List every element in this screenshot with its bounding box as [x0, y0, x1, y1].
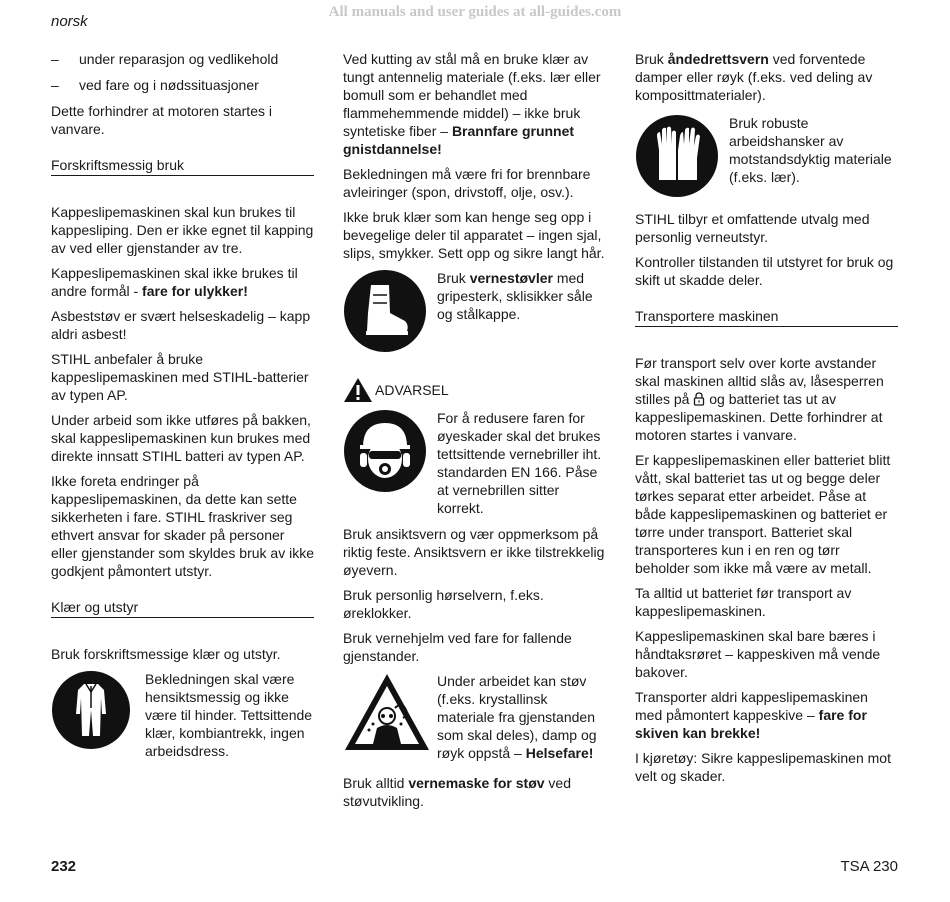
column-3 — [635, 50, 898, 792]
lock-icon — [693, 392, 705, 406]
paragraph: Bruk personlig hørselvern, f.eks. øreklokker. — [343, 587, 544, 621]
paragraph: Ved kutting av stål må en bruke klær av tungt antennelig materiale (f.eks. lær eller bomull som er behandlet med flammehemmende middel) – ikke bruk syntetiske fiber – Brannfare grunnet gnistdannelse! — [343, 51, 601, 157]
paragraph: Kappeslipemaskinen skal kun brukes til kappesliping. Den er ikke egnet til kapping av ved eller gjenstander av tre. — [51, 204, 314, 256]
paragraph: Ta alltid ut batteriet før transport av kappeslipemaskinen. — [635, 585, 852, 619]
paragraph: Dette forhindrer at motoren startes i vanvare. — [51, 103, 272, 137]
paragraph: Bekledningen må være fri for brennbare avleiringer (spon, drivstoff, olje, osv.). — [343, 166, 591, 200]
paragraph: Kontroller tilstanden til utstyret for bruk og skift ut skadde deler. — [635, 254, 894, 288]
paragraph: Ikke bruk klær som kan henge seg opp i bevegelige deler til apparatet – ingen sjal, slips, smykker. Sett opp og sikre langt hår. — [343, 209, 605, 261]
paragraph: Kappeslipemaskinen skal bare bæres i håndtaksrøret – kappeskiven må vende bakover. — [635, 628, 881, 680]
figure-goggles — [343, 409, 605, 517]
boot-icon — [343, 269, 427, 353]
paragraph: Bruk alltid vernemaske for støv ved støvutvikling. — [343, 775, 572, 809]
language-label: norsk — [51, 13, 88, 30]
dust-hazard-icon — [343, 672, 431, 752]
paragraph: Er kappeslipemaskinen eller batteriet blitt vått, skal batteriet tas ut og begge deler tørkes separat etter arbeidet. Påse at både kappeslipemaskinen og batteriet er tørre under transport. Batteriet skal transporteres kun i en ren og tørr beholder som ikke må være av metall. — [635, 452, 891, 576]
paragraph: Bruk forskriftsmessige klær og utstyr. — [51, 646, 281, 662]
paragraph: Transporter aldri kappeslipemaskinen med påmontert kappeskive – fare for skiven kan brekke! — [635, 689, 868, 741]
figure-text: Bekledningen skal være hensiktsmessig og ikke være til hinder. Tettsittende klær, kombiantrekk, ingen arbeidsdress. — [145, 671, 313, 759]
paragraph: I kjøretøy: Sikre kappeslipemaskinen mot velt og skader. — [635, 750, 891, 784]
section-heading-klaer: Klær og utstyr — [51, 598, 314, 618]
paragraph: Kappeslipemaskinen skal ikke brukes til andre formål - fare for ulykker! — [51, 265, 298, 299]
list-item: – ved fare og i nødssituasjoner — [51, 77, 259, 93]
overall-icon — [51, 670, 131, 750]
face-protection-icon — [343, 409, 427, 493]
warning-heading: ADVARSEL — [343, 377, 605, 403]
gloves-icon — [635, 114, 719, 198]
paragraph: Asbeststøv er svært helseskadelig – kapp aldri asbest! — [51, 308, 311, 342]
paragraph: Bruk ansiktsvern og vær oppmerksom på riktig feste. Ansiktsvern er ikke tilstrekkelig øyevern. — [343, 526, 605, 578]
figure-boots — [343, 269, 605, 357]
paragraph: Ikke foreta endringer på kappeslipemaskinen, da dette kan sette sikkerheten i fare. STIHL fraskriver seg ethvert ansvar for skader på personer eller gjenstander som skyldes bruk av ikke godkjent påmontert utstyr. — [51, 473, 315, 579]
figure-text: For å redusere faren for øyeskader skal det brukes tettsittende vernebriller iht. standarden EN 166. Påse at vernebrillen sitter korrekt. — [437, 410, 602, 516]
figure-text: Bruk vernestøvler med gripesterk, sklisikker såle og stålkappe. — [437, 270, 593, 322]
list-item: – under reparasjon og vedlikehold — [51, 51, 279, 67]
section-heading-transport: Transportere maskinen — [635, 307, 898, 327]
column-1 — [51, 50, 314, 768]
paragraph: Under arbeid som ikke utføres på bakken, skal kappeslipemaskinen kun brukes med direkte innsatt STIHL batteri av typen AP. — [51, 412, 311, 464]
paragraph: Før transport selv over korte avstander skal maskinen alltid slås av, låsesperren stilles på og batteriet tas ut av kappeslipemaskinen. Dette forhindrer at motoren startes i vanvare. — [635, 355, 884, 443]
column-2 — [343, 50, 605, 817]
warning-triangle-icon — [343, 377, 373, 403]
paragraph: STIHL anbefaler å bruke kappeslipemaskinen med STIHL-batterier av typen AP. — [51, 351, 309, 403]
paragraph: Bruk vernehjelm ved fare for fallende gjenstander. — [343, 630, 572, 664]
paragraph: STIHL tilbyr et omfattende utvalg med personlig verneutstyr. — [635, 211, 870, 245]
watermark: All manuals and user guides at all-guides.com — [328, 4, 622, 20]
figure-text: Bruk robuste arbeidshansker av motstandsdyktig materiale (f.eks. lær). — [729, 115, 892, 185]
figure-overall — [51, 670, 314, 760]
section-heading-bruk: Forskriftsmessig bruk — [51, 156, 314, 176]
paragraph: Bruk åndedrettsvern ved forventede damper eller røyk (f.eks. ved deling av komposittmaterialer). — [635, 51, 873, 103]
figure-gloves — [635, 114, 898, 202]
figure-dust — [343, 672, 605, 762]
model-name: TSA 230 — [840, 858, 898, 875]
figure-text: Under arbeidet kan støv (f.eks. krystallinsk materiale fra gjenstanden som skal deles), damp og røyk oppstå – Helsefare! — [437, 673, 597, 761]
page-number: 232 — [51, 858, 77, 875]
